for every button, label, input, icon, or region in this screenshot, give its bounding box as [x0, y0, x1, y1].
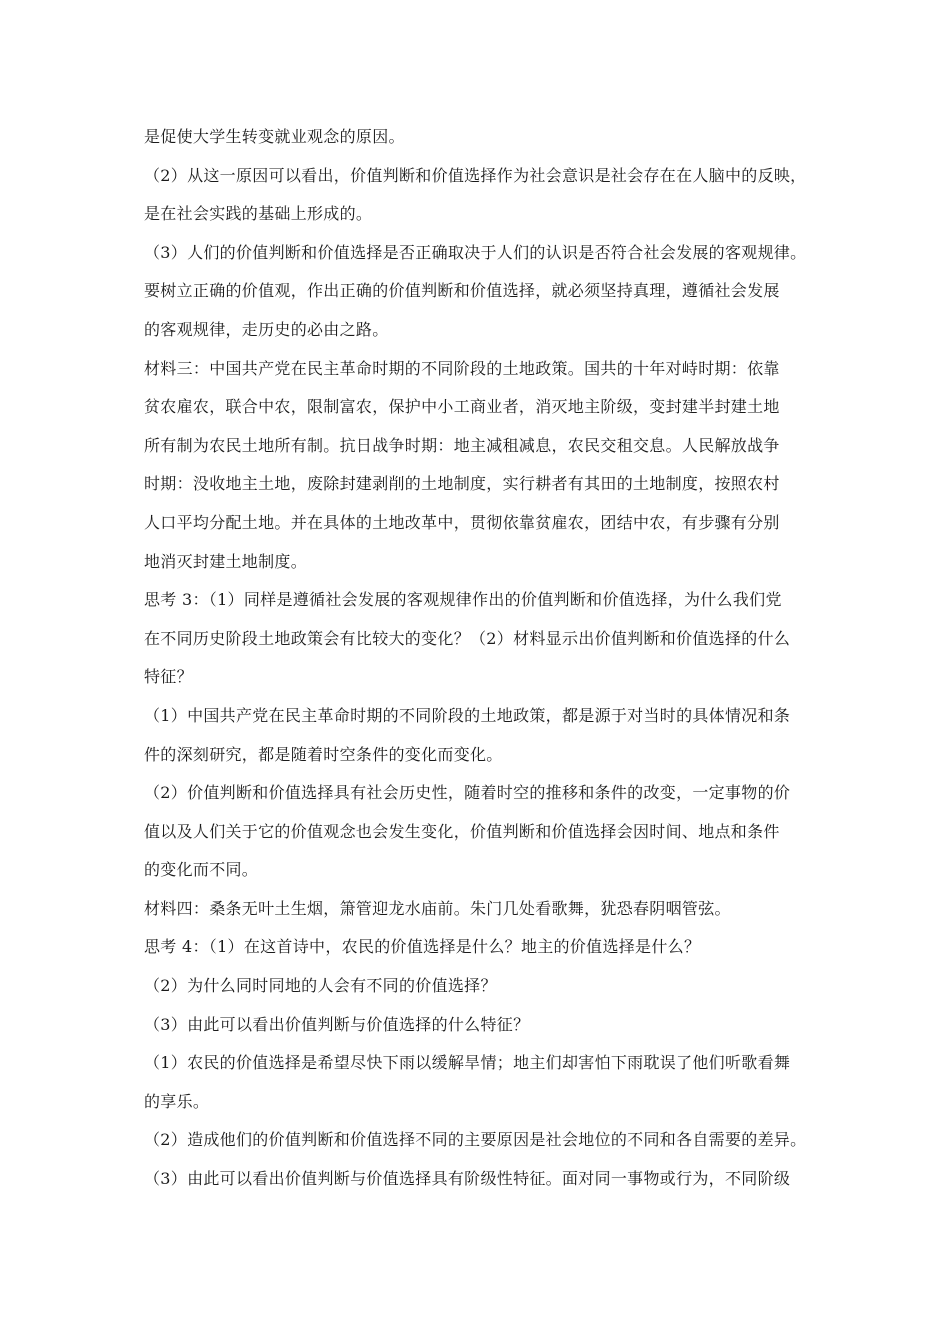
- text-line: （1）中国共产党在民主革命时期的不同阶段的土地政策，都是源于对当时的具体情况和条: [144, 705, 791, 725]
- text-line: （3）人们的价值判断和价值选择是否正确取决于人们的认识是否符合社会发展的客观规律。: [144, 242, 807, 262]
- text-line: 是促使大学生转变就业观念的原因。: [144, 127, 405, 146]
- text-line: （2）造成他们的价值判断和价值选择不同的主要原因是社会地位的不同和各自需要的差异。: [144, 1130, 807, 1150]
- text-line: 材料三：中国共产党在民主革命时期的不同阶段的土地政策。国共的十年对峙时期：依靠: [144, 358, 780, 378]
- text-line: （3）由此可以看出价值判断与价值选择具有阶级性特征。面对同一事物或行为，不同阶级: [144, 1169, 791, 1189]
- text-line: （2）从这一原因可以看出，价值判断和价值选择作为社会意识是社会存在在人脑中的反映，: [144, 165, 807, 185]
- text-line: 在不同历史阶段土地政策会有比较大的变化？（2）材料显示出价值判断和价值选择的什么: [144, 628, 791, 648]
- text-line: 思考 4：（1）在这首诗中，农民的价值选择是什么？地主的价值选择是什么？: [144, 937, 701, 957]
- text-line: 人口平均分配土地。并在具体的土地改革中，贯彻依靠贫雇农，团结中农，有步骤有分别: [144, 512, 780, 532]
- text-line: 件的深刻研究，都是随着时空条件的变化而变化。: [144, 744, 503, 764]
- text-line: （3）由此可以看出价值判断与价值选择的什么特征？: [144, 1014, 530, 1034]
- text-line: 地消灭封建土地制度。: [144, 551, 308, 571]
- text-line: 的变化而不同。: [144, 860, 259, 880]
- text-line: 时期：没收地主土地，废除封建剥削的土地制度，实行耕者有其田的土地制度，按照农村: [144, 474, 780, 494]
- text-line: 的享乐。: [144, 1091, 210, 1111]
- text-line: （1）农民的价值选择是希望尽快下雨以缓解旱情；地主们却害怕下雨耽误了他们听歌看舞: [144, 1053, 791, 1073]
- text-line: 材料四：桑条无叶土生烟，箫管迎龙水庙前。朱门几处看歌舞，犹恐春阴咽管弦。: [144, 898, 731, 918]
- text-line: （2）价值判断和价值选择具有社会历史性，随着时空的推移和条件的改变，一定事物的价: [144, 783, 791, 803]
- text-line: 贫农雇农，联合中农，限制富农，保护中小工商业者，消灭地主阶级，变封建半封建土地: [144, 397, 780, 417]
- text-line: 值以及人们关于它的价值观念也会发生变化，价值判断和价值选择会因时间、地点和条件: [144, 821, 780, 841]
- text-line: 所有制为农民土地所有制。抗日战争时期：地主减租减息，农民交租交息。人民解放战争: [144, 435, 780, 455]
- text-line: （2）为什么同时同地的人会有不同的价值选择？: [144, 976, 497, 996]
- text-line: 是在社会实践的基础上形成的。: [144, 204, 373, 224]
- text-line: 的客观规律，走历史的必由之路。: [144, 319, 389, 339]
- text-line: 思考 3：（1）同样是遵循社会发展的客观规律作出的价值判断和价值选择，为什么我们党: [144, 590, 782, 610]
- text-line: 特征？: [144, 667, 193, 687]
- document-body: [144, 124, 814, 1205]
- text-line: 要树立正确的价值观，作出正确的价值判断和价值选择，就必须坚持真理，遵循社会发展: [144, 281, 780, 301]
